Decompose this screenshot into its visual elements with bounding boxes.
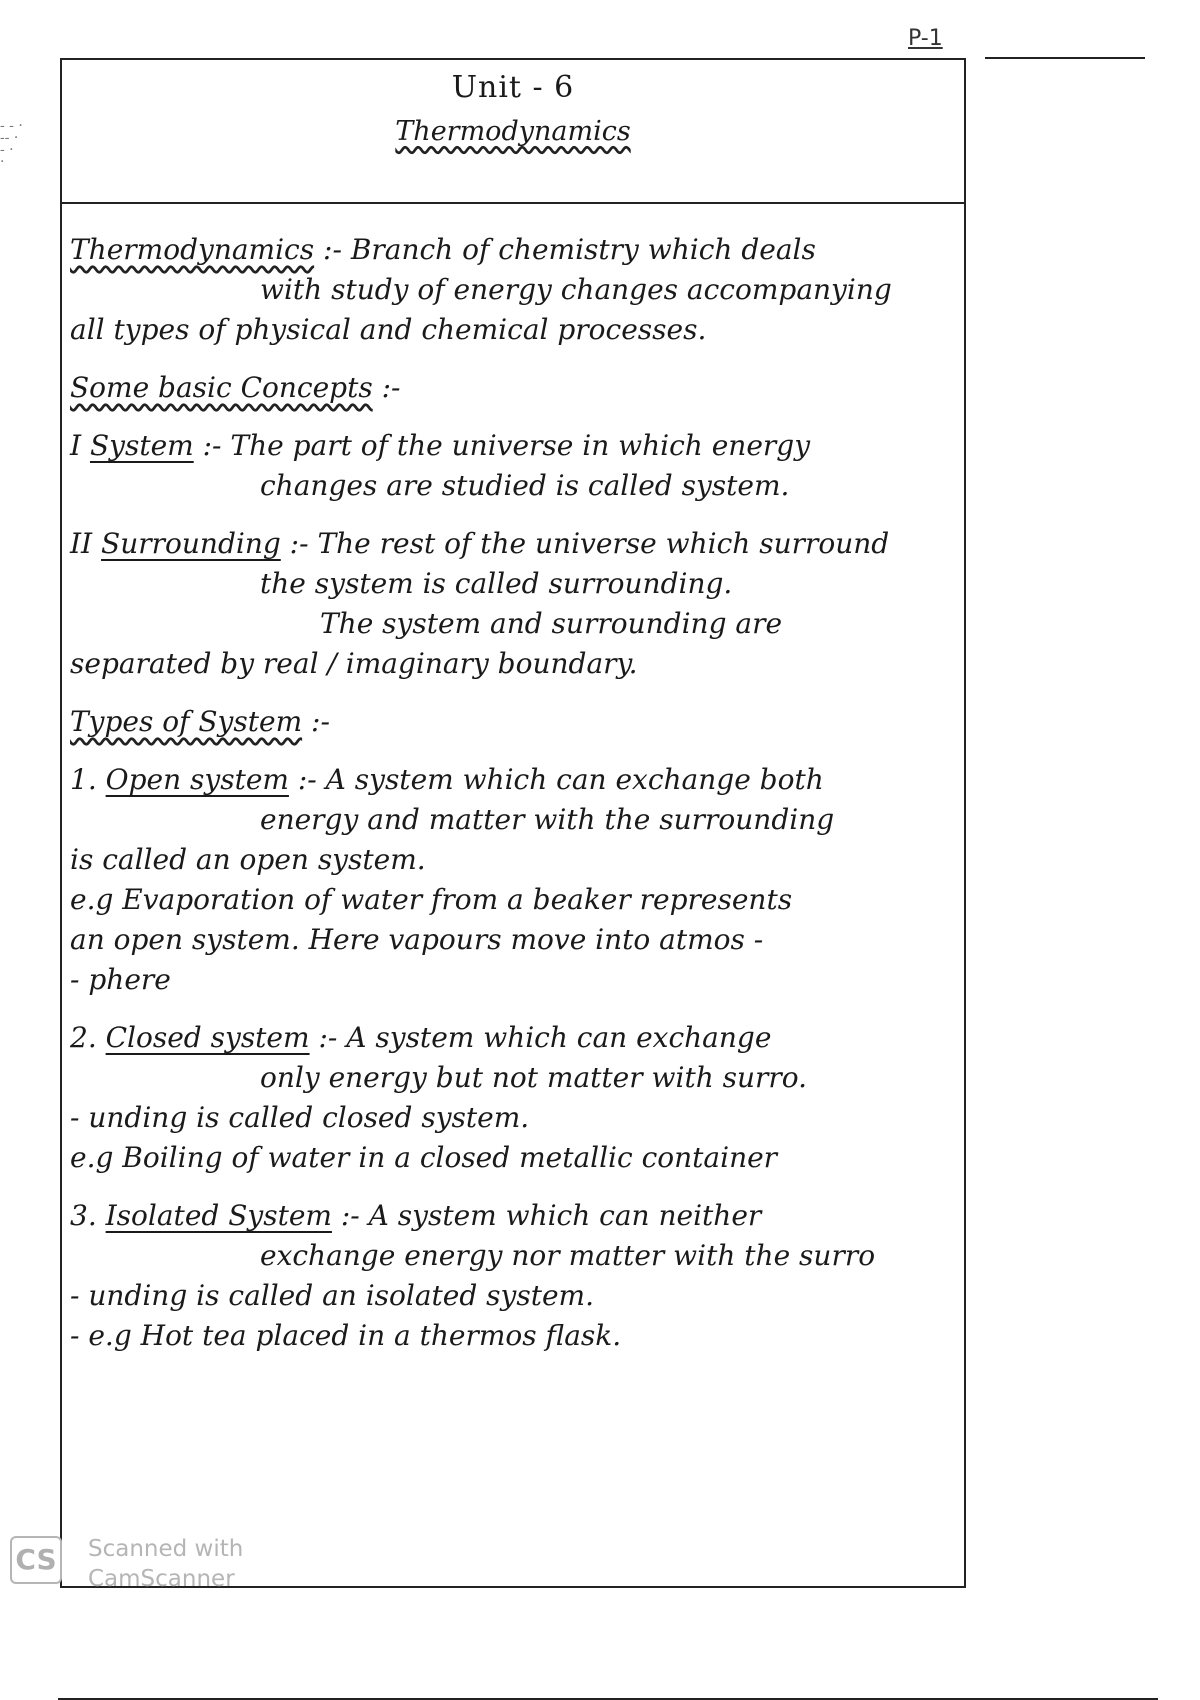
open-example-1: e.g Evaporation of water from a beaker represents: [70, 883, 793, 916]
closed-line-2: only energy but not matter with surro.: [260, 1061, 808, 1094]
definition-line-3: all types of physical and chemical processes.: [70, 313, 707, 346]
surrounding-line-3: The system and surrounding are: [320, 607, 783, 640]
top-rule: [985, 57, 1145, 59]
watermark-line-2: CamScanner: [88, 1566, 235, 1592]
watermark-line-1: Scanned with: [88, 1536, 244, 1562]
isolated-line-1: 3. Isolated System :- A system which can neither: [70, 1199, 762, 1232]
open-example-2: an open system. Here vapours move into atmos -: [70, 923, 764, 956]
page-number: P-1: [908, 26, 943, 51]
camscanner-logo-icon: CS: [10, 1536, 62, 1584]
open-term: Open system: [105, 763, 289, 796]
note-sheet: [60, 58, 966, 1588]
system-line-2: changes are studied is called system.: [260, 469, 790, 502]
isolated-line-2: exchange energy nor matter with the surro: [260, 1239, 876, 1272]
surrounding-line-4: separated by real / imaginary boundary.: [70, 647, 638, 680]
open-line-2: energy and matter with the surrounding: [260, 803, 835, 836]
closed-example-1: e.g Boiling of water in a closed metallic container: [70, 1141, 778, 1174]
margin-scribbles: - - · -- · - · ·: [0, 118, 23, 170]
surrounding-line-2: the system is called surrounding.: [260, 567, 733, 600]
closed-line-3: - unding is called closed system.: [70, 1101, 530, 1134]
basic-concepts-heading: Some basic Concepts :-: [70, 371, 401, 404]
isolated-term: Isolated System: [105, 1199, 332, 1232]
system-line-1: I System :- The part of the universe in which energy: [70, 429, 811, 462]
definition-line-2: with study of energy changes accompanying: [260, 273, 892, 306]
isolated-line-3: - unding is called an isolated system.: [70, 1279, 595, 1312]
closed-line-1: 2. Closed system :- A system which can exchange: [70, 1021, 772, 1054]
surrounding-line-1: II Surrounding :- The rest of the universe which surround: [70, 527, 890, 560]
definition-term: Thermodynamics: [70, 233, 315, 266]
definition-line-1: Thermodynamics :- Branch of chemistry which deals: [70, 233, 816, 266]
open-example-3: - phere: [70, 963, 171, 996]
surrounding-term: Surrounding: [101, 527, 281, 560]
open-line-3: is called an open system.: [70, 843, 426, 876]
open-line-1: 1. Open system :- A system which can exchange both: [70, 763, 824, 796]
closed-term: Closed system: [105, 1021, 310, 1054]
notes-content: [70, 230, 958, 1356]
unit-title: Unit - 6: [451, 70, 575, 105]
header-box: [62, 60, 964, 204]
camscanner-watermark: [10, 1530, 270, 1600]
subject-title: Thermodynamics: [395, 116, 631, 147]
types-heading: Types of System :-: [70, 705, 330, 738]
system-term: System: [89, 429, 194, 462]
isolated-example-1: - e.g Hot tea placed in a thermos flask.: [70, 1319, 622, 1352]
